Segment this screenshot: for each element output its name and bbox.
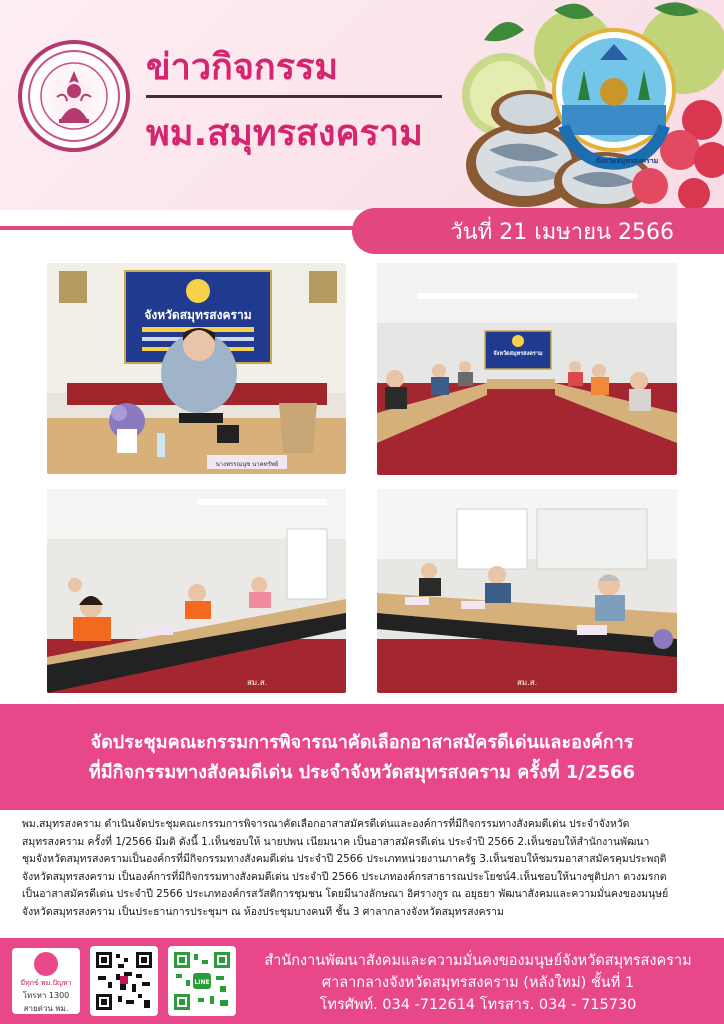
hotline-logo-icon — [34, 952, 58, 976]
ministry-seal-logo — [18, 40, 130, 152]
svg-text:LINE: LINE — [194, 979, 210, 986]
line-qr-code-icon — [172, 950, 232, 1012]
banner-title-1: จังหวัดสมุทรสงคราม — [144, 308, 252, 322]
activity-date: วันที่ 21 เมษายน 2566 — [352, 208, 724, 254]
office-phone-fax: โทรศัพท์. 034 -712614 โทรสาร. 034 - 715730 — [319, 997, 637, 1013]
body-line: จังหวัดสมุทรสงคราม เป็นประธานการประชุมฯ ณ ห้องประชุมบางคนที ชั้น 3 ศาลากลางจังหวัดสมุทรสงคราม — [22, 905, 504, 918]
banner-title-2: จังหวัดสมุทรสงคราม — [493, 351, 543, 357]
photo-attendees-right — [377, 489, 677, 693]
footer — [0, 938, 724, 1024]
hotline-caption: สายด่วน พม. — [23, 1004, 69, 1013]
fruit-and-mackerel-decoration — [454, 0, 724, 210]
website-qr-code[interactable] — [90, 946, 158, 1016]
office-contact — [248, 950, 708, 1016]
deity-emblem-icon — [39, 61, 109, 131]
headline-line-1: จัดประชุมคณะกรรมการพิจารณาคัดเลือกอาสาสมัครดีเด่นและองค์การ — [90, 732, 634, 753]
header — [0, 0, 724, 210]
office-address: ศาลากลางจังหวัดสมุทรสงคราม (หลังใหม่) ชั้นที่ 1 — [321, 975, 635, 991]
desk-label-2: สม.ส. — [517, 678, 538, 687]
hotline-1300-badge — [12, 948, 80, 1014]
body-line: จังหวัดสมุทรสงคราม เป็นองค์การที่มีกิจกรรมทางสังคมดีเด่น ประจำปี 2566 ประเภทองค์กรสาธารณประโยชน์4.เห็นชอบให้นางชุติปภา ดวงมรกต — [22, 870, 667, 883]
photo-attendees-left — [47, 489, 346, 693]
office-name: สำนักงานพัฒนาสังคมและความมั่นคงของมนุษย์จังหวัดสมุทรสงคราม — [264, 953, 692, 969]
title-divider — [146, 95, 442, 98]
province-seal-label: จังหวัดสมุทรสงคราม — [595, 157, 659, 165]
title-line-1: ข่าวกิจกรรม — [146, 47, 339, 88]
hotline-brand: มีทุกข์ พม.ปัญหา — [20, 979, 72, 987]
title-line-2: พม.สมุทรสงคราม — [146, 113, 423, 154]
headline-line-2: ที่มีกิจกรรมทางสังคมดีเด่น ประจำจังหวัดสมุทรสงคราม ครั้งที่ 1/2566 — [88, 762, 636, 783]
nameplate-chair: นางพรรณนุช นาคทรัพย์ — [215, 461, 279, 468]
qr-code-icon — [94, 950, 154, 1012]
news-body — [22, 816, 706, 922]
headline-band — [0, 704, 724, 810]
body-line: สมุทรสงคราม ครั้งที่ 1/2566 มีมติ ดังนี้ 1.เห็นชอบให้ นายปพน เนียมนาค เป็นอาสาสมัครดีเด่น ประจำปี 2566 2.เห็นชอบให้สำนักงานพัฒนา — [22, 835, 650, 848]
body-line: เป็นอาสาสมัครดีเด่น ประจำปี 2566 ประเภทองค์กรสวัสดิการชุมชน โดยมีนางลักษณา อิศรางกูร ณ อยุธยา พัฒนาสังคมและความมั่นคงของมนุษย์ — [22, 888, 669, 901]
body-line: ชุมจังหวัดสมุทรสงครามเป็นองค์กรที่มีกิจกรรมทางสังคมดีเด่น ประจำปี 2566 ประเภทหน่วยงานภาครัฐ 3.เห็นชอบให้ชมรมอาสาสมัครคุมประพฤติ — [22, 853, 667, 866]
body-line: พม.สมุทรสงคราม ดำเนินจัดประชุมคณะกรรมการพิจารณาคัดเลือกอาสาสมัครดีเด่นและองค์การที่มีกิจกรรมทางสังคมดีเด่น ประจำจังหวัด — [22, 818, 630, 830]
photo-meeting-room-wide — [377, 263, 677, 475]
line-qr-code[interactable] — [168, 946, 236, 1016]
hotline-number: โทรหา 1300 — [22, 991, 70, 1000]
desk-label-1: สม.ส. — [247, 678, 268, 687]
photo-chairperson — [47, 263, 346, 474]
